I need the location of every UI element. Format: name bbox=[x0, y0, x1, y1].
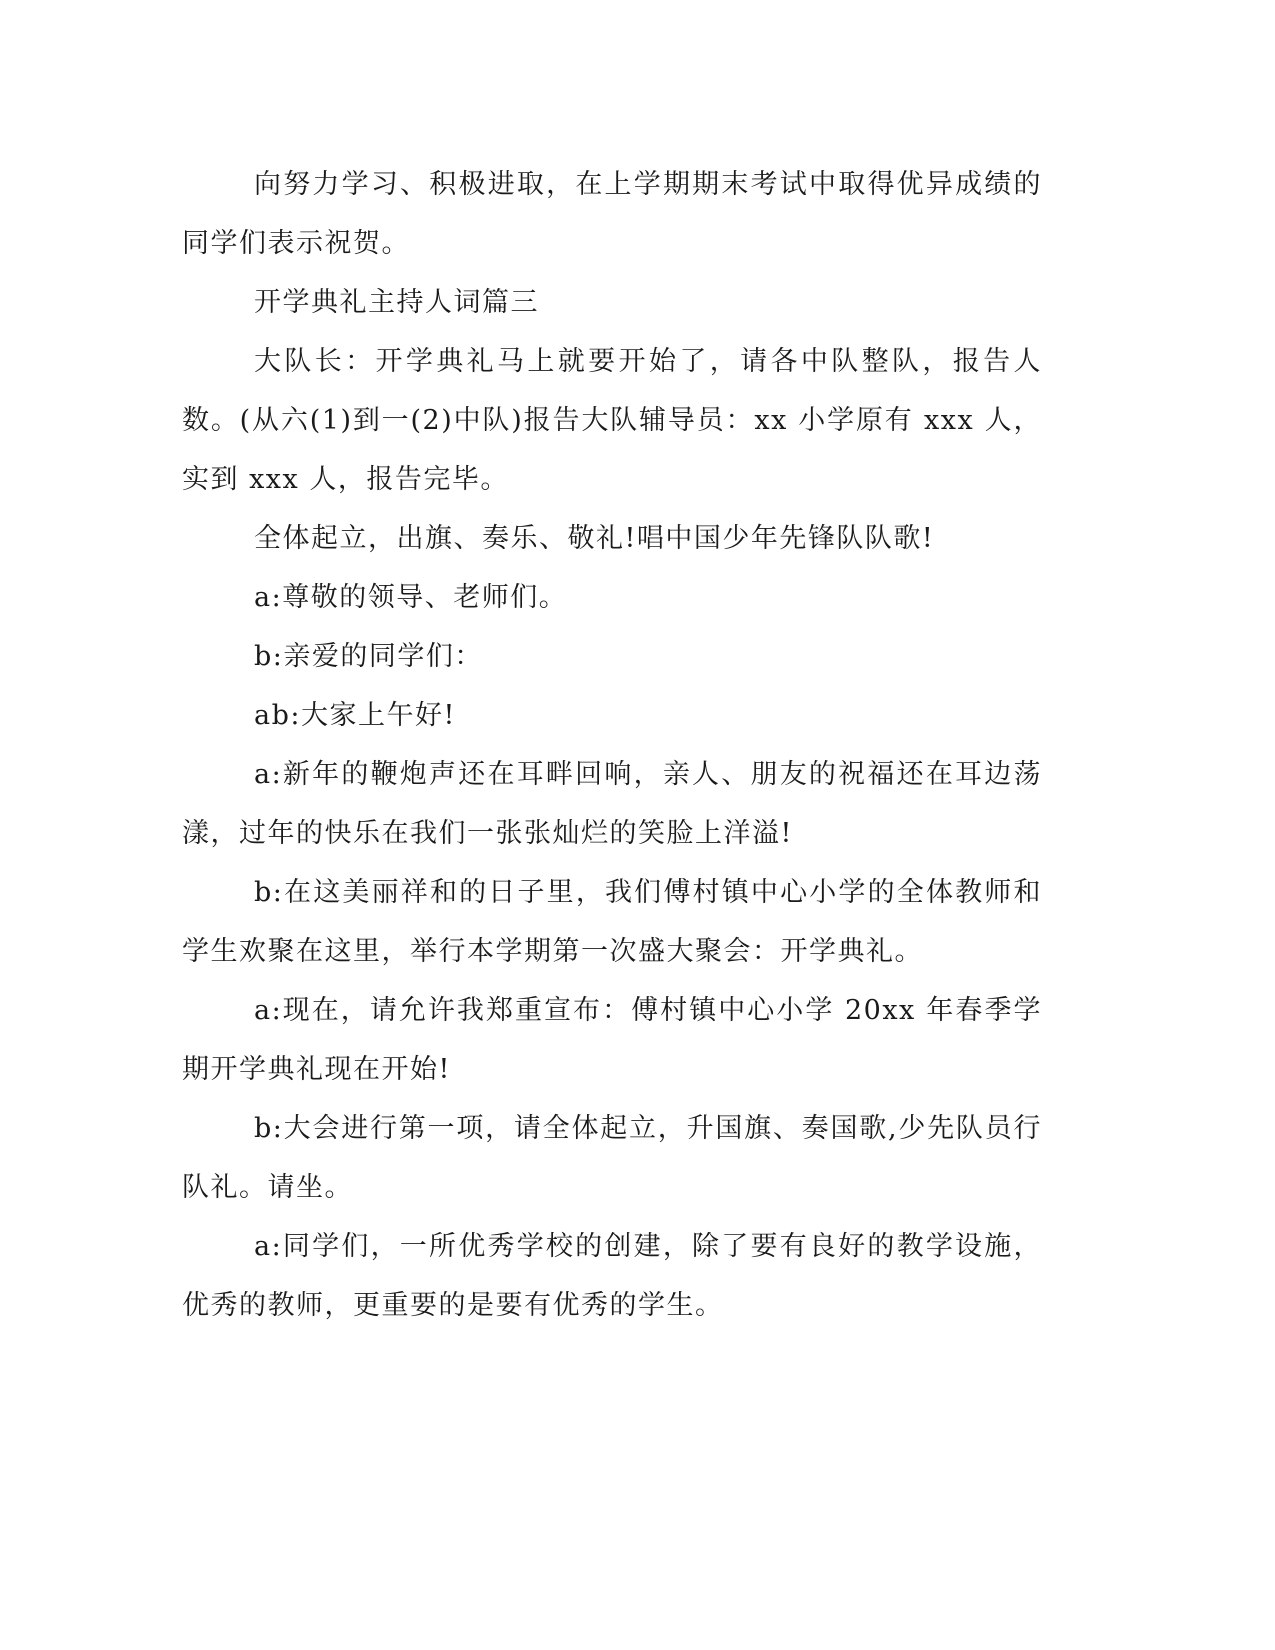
paragraph-announcement: a:现在，请允许我郑重宣布：傅村镇中心小学 20xx 年春季学期开学典礼现在开始! bbox=[182, 995, 1042, 1085]
paragraph-flag-ceremony: 全体起立，出旗、奏乐、敬礼!唱中国少年先锋队队歌! bbox=[254, 523, 935, 554]
paragraph-gathering: b:在这美丽祥和的日子里，我们傅村镇中心小学的全体教师和学生欢聚在这里，举行本学期第一次盛大聚会：开学典礼。 bbox=[182, 877, 1042, 967]
paragraph-first-item: b:大会进行第一项，请全体起立，升国旗、奏国歌,少先队员行队礼。请坐。 bbox=[182, 1113, 1042, 1203]
paragraph-greeting-b: b:亲爱的同学们： bbox=[254, 641, 483, 672]
section-heading: 开学典礼主持人词篇三 bbox=[254, 287, 539, 318]
paragraph-excellent-students: a:同学们，一所优秀学校的创建，除了要有良好的教学设施，优秀的教师，更重要的是要有优秀的学生。 bbox=[182, 1231, 1042, 1321]
paragraph-congratulations: 向努力学习、积极进取，在上学期期末考试中取得优异成绩的同学们表示祝贺。 bbox=[182, 169, 1042, 259]
paragraph-roll-call: 大队长：开学典礼马上就要开始了，请各中队整队，报告人数。(从六(1)到一(2)中队)报告大队辅导员：xx 小学原有 xxx 人，实到 xxx 人，报告完毕。 bbox=[182, 346, 1042, 495]
paragraph-greeting-ab: ab:大家上午好! bbox=[254, 700, 456, 731]
paragraph-new-year: a:新年的鞭炮声还在耳畔回响，亲人、朋友的祝福还在耳边荡漾，过年的快乐在我们一张张灿烂的笑脸上洋溢! bbox=[182, 759, 1042, 849]
paragraph-greeting-a: a:尊敬的领导、老师们。 bbox=[254, 582, 568, 613]
document-body bbox=[182, 155, 1042, 1335]
